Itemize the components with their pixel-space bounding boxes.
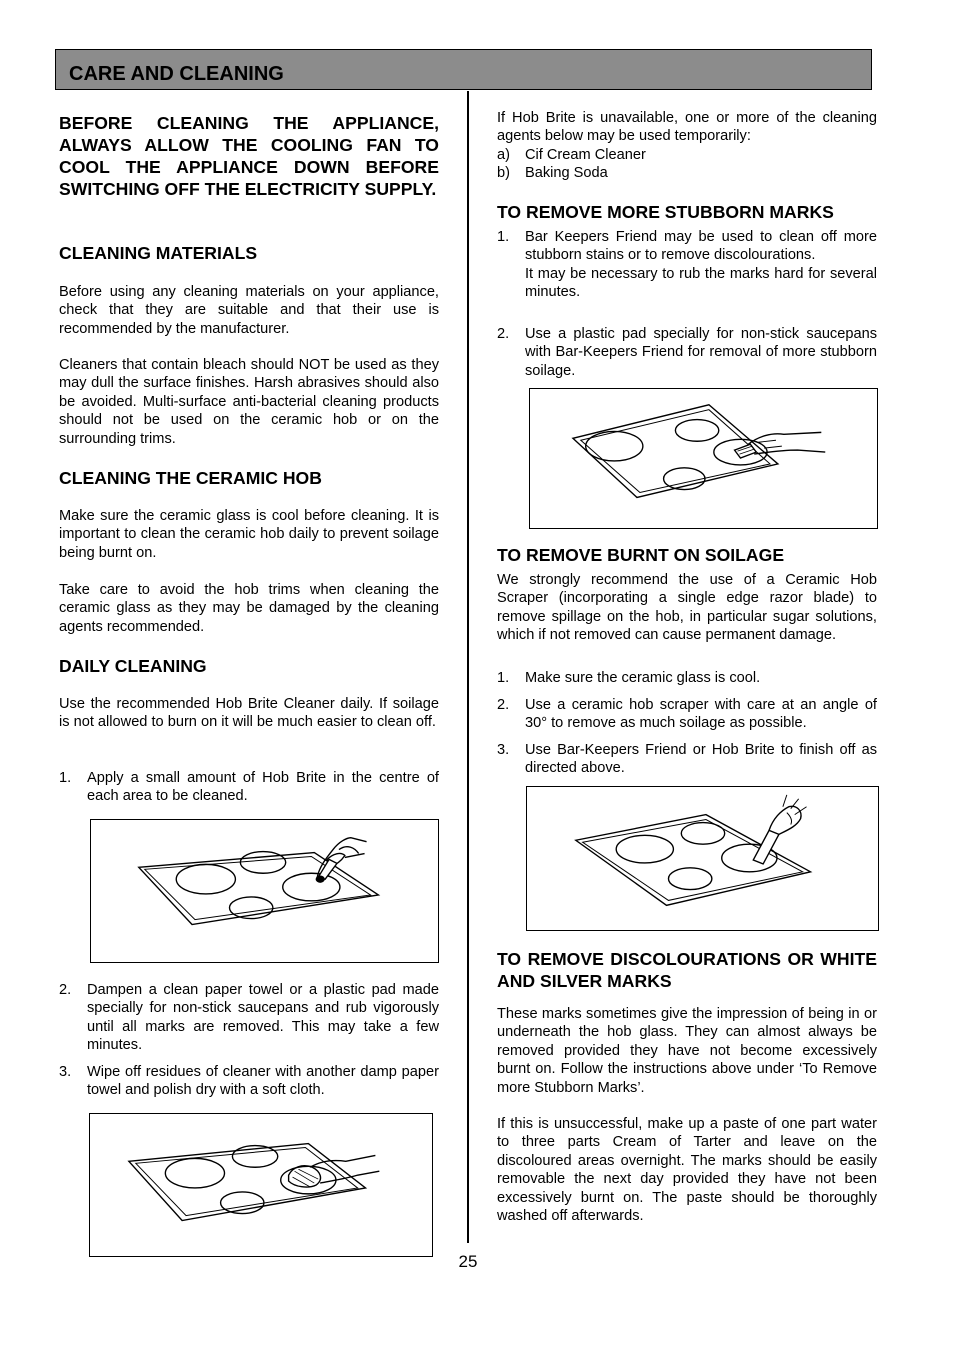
- list-item-number: 2.: [497, 326, 510, 342]
- stubborn-marks-heading: TO REMOVE MORE STUBBORN MARKS: [497, 202, 834, 222]
- list-item-text: Wipe off residues of cleaner with another damp paper towel and polish dry with a soft cloth.: [87, 1064, 439, 1099]
- hob-illustration-3: [530, 389, 877, 528]
- hob-illustration-2: [90, 1114, 432, 1256]
- list-item-number: 1.: [497, 670, 510, 686]
- page-number: 25: [458, 1252, 478, 1271]
- list-item-number: 2.: [59, 982, 72, 998]
- list-item: [59, 769, 439, 806]
- list-item-number: 2.: [497, 697, 510, 713]
- ceramic-hob-paragraph-2: Take care to avoid the hob trims when cleaning the ceramic glass as they may be damaged by the cleaning agents recommended.: [59, 582, 439, 635]
- list-item: [59, 1063, 439, 1100]
- burnt-soilage-paragraph: We strongly recommend the use of a Ceramic Hob Scraper (incorporating a single edge razor blade) to remove spillage on the hob, in particular sugar solutions, which if not removed can cause permanent damage.: [497, 572, 877, 644]
- hob-illustration-1: [91, 820, 438, 962]
- cleaning-materials-paragraph-1: Before using any cleaning materials on your appliance, check that they are suitable and that their use is recommended by the manufacturer.: [59, 284, 439, 337]
- list-item: [497, 325, 877, 380]
- list-item-text: Use Bar-Keepers Friend or Hob Brite to finish off as directed above.: [525, 742, 877, 777]
- hob-scraper-illustration: [526, 786, 879, 931]
- section-header: [55, 49, 872, 90]
- list-item: [497, 164, 877, 182]
- discolourations-paragraph-1: These marks sometimes give the impression of being in or underneath the hob glass. They can almost always be removed provided they have not become excessively burnt on. Follow the instructions above under ‘To Remove more Stubborn Marks’.: [497, 1006, 877, 1096]
- list-item-number: 3.: [59, 1064, 72, 1080]
- daily-cleaning-paragraph: Use the recommended Hob Brite Cleaner daily. If soilage is not allowed to burn on it will be much easier to clean off.: [59, 696, 439, 731]
- cleaning-materials-heading: CLEANING MATERIALS: [59, 243, 258, 263]
- list-item-text: Baking Soda: [525, 165, 608, 181]
- hob-wiping-illustration: [89, 1113, 433, 1257]
- hob-illustration-4: [527, 787, 878, 930]
- hob-pad-scrubbing-illustration: [529, 388, 878, 529]
- column-divider: [467, 91, 469, 1243]
- cleaning-materials-paragraph-2: Cleaners that contain bleach should NOT be used as they may dull the surface finishes. Harsh abrasives should also be avoided. Multi-surface anti-bacterial cleaning products should not be used on the ceramic hob or on the surrounding trims.: [59, 357, 439, 447]
- list-item-number: 3.: [497, 742, 510, 758]
- list-item: [497, 741, 877, 778]
- list-item: [497, 669, 877, 687]
- daily-cleaning-heading: DAILY CLEANING: [59, 656, 207, 676]
- discolourations-heading: TO REMOVE DISCOLOURATIONS OR WHITE AND SILVER MARKS: [497, 949, 877, 991]
- safety-warning: BEFORE CLEANING THE APPLIANCE, ALWAYS ALLOW THE COOLING FAN TO COOL THE APPLIANCE DOWN BEFORE SWITCHING OFF THE ELECTRICITY SUPPLY.: [59, 113, 439, 199]
- list-item-text: Use a plastic pad specially for non-stick saucepans with Bar-Keepers Friend for removal of more stubborn soilage.: [525, 326, 877, 379]
- list-item-number: 1.: [59, 770, 72, 786]
- hob-cleaner-application-illustration: [90, 819, 439, 963]
- list-item-text: Make sure the ceramic glass is cool.: [525, 670, 761, 686]
- ceramic-hob-paragraph-1: Make sure the ceramic glass is cool before cleaning. It is important to clean the ceramic hob daily to prevent soilage being burnt on.: [59, 508, 439, 561]
- list-item-letter: a): [497, 147, 510, 163]
- list-item-text: Bar Keepers Friend may be used to clean off more stubborn stains or to remove discolourations.: [525, 229, 877, 264]
- list-item-text: Cif Cream Cleaner: [525, 147, 646, 163]
- list-item: [497, 228, 877, 302]
- page-title: CARE AND CLEANING: [69, 63, 284, 85]
- list-item: [497, 146, 877, 164]
- list-item: [497, 696, 877, 733]
- list-item-text: Apply a small amount of Hob Brite in the centre of each area to be cleaned.: [87, 770, 439, 805]
- list-item: [59, 981, 439, 1055]
- burnt-soilage-heading: TO REMOVE BURNT ON SOILAGE: [497, 545, 785, 565]
- list-item-text: Use a ceramic hob scraper with care at an angle of 30° to remove as much soilage as possible.: [525, 697, 877, 732]
- ceramic-hob-heading: CLEANING THE CERAMIC HOB: [59, 468, 322, 488]
- discolourations-paragraph-2: If this is unsuccessful, make up a paste of one part water to three parts Cream of Tarter and leave on the discoloured areas overnight. The marks should be easily removable the next day provided they have not been excessively burnt on. The paste should be thoroughly washed off afterwards.: [497, 1116, 877, 1225]
- list-item-text: Dampen a clean paper towel or a plastic pad made specially for non-stick saucepans and rub vigorously until all marks are removed. This may take a few minutes.: [87, 982, 439, 1054]
- list-item-letter: b): [497, 165, 510, 181]
- alternative-cleaners-intro: If Hob Brite is unavailable, one or more of the cleaning agents below may be used temporarily:: [497, 110, 877, 145]
- list-item-number: 1.: [497, 229, 510, 245]
- list-item-extra-text: It may be necessary to rub the marks hard for several minutes.: [525, 265, 877, 301]
